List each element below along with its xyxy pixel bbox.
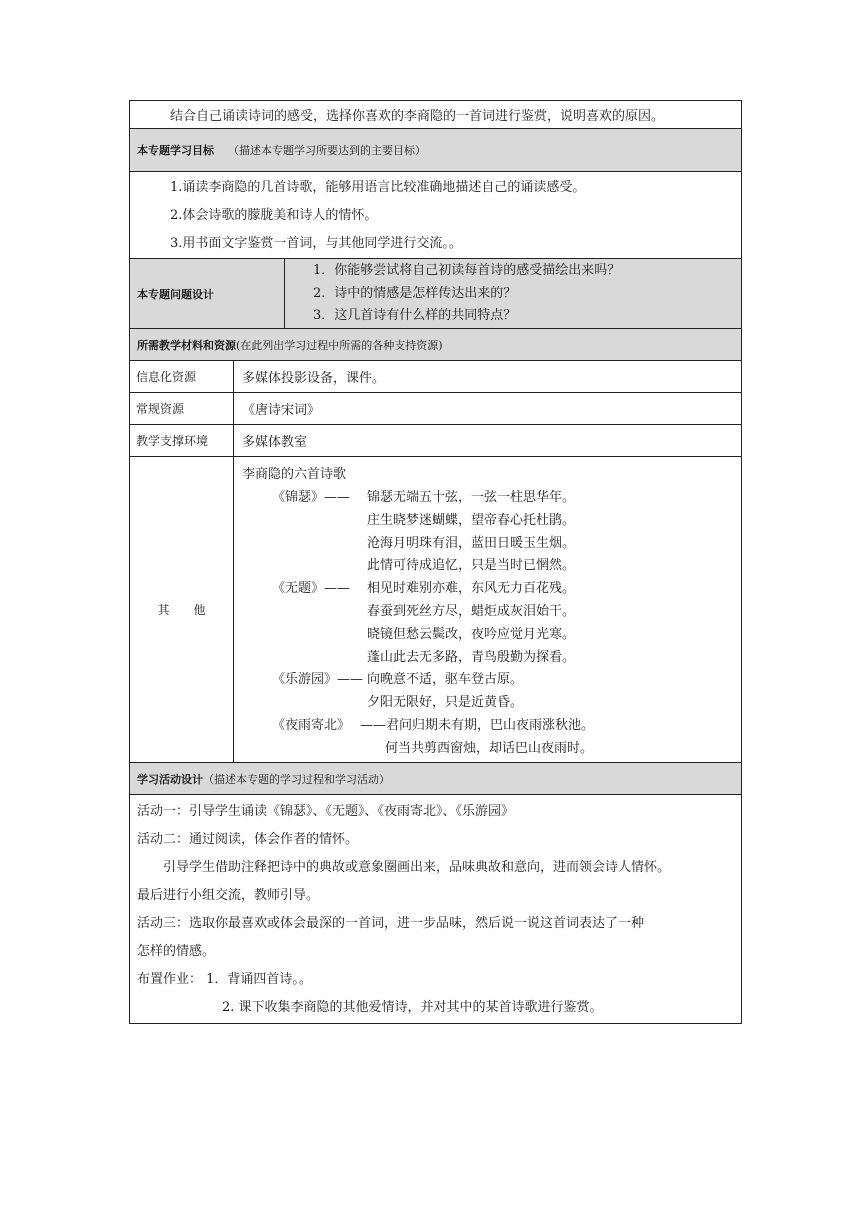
other-row [130, 457, 742, 763]
resource-value: 《唐诗宋词》 [234, 393, 742, 425]
intro-row [130, 101, 742, 129]
poem-line [242, 692, 741, 715]
materials-header-row [130, 329, 742, 361]
resource-row-regular [130, 393, 742, 425]
resource-row-environment [130, 425, 742, 457]
homework-line: 布置作业： 1．背诵四首诗。。 [137, 972, 312, 987]
activity-line: 活动三：选取你最喜欢或体会最深的一首词，进一步品味，然后说一说这首词表达了一种 [137, 916, 645, 931]
questions-label [130, 259, 285, 329]
materials-header [130, 329, 742, 361]
poem-verse: 此情可待成追忆，只是当时已惘然。 [367, 558, 576, 574]
resource-value: 多媒体投影设备，课件。 [234, 361, 742, 393]
questions-list [285, 259, 742, 329]
poem-line [242, 510, 741, 533]
poem-verse: 何当共剪西窗烛，却话巴山夜雨时。 [385, 740, 594, 756]
activities-header-row [130, 763, 742, 795]
poem-title: 《乐游园》—— [272, 672, 364, 688]
resource-label: 常规资源 [130, 393, 234, 425]
activities-row [130, 795, 742, 1024]
activity-line: 最后进行小组交流，教师引导。 [137, 888, 320, 903]
activity-line: 活动一：引导学生诵读《锦瑟》、《无题》、《夜雨寄北》、《乐游园》 [137, 804, 515, 819]
questions-row [130, 259, 742, 329]
poem-line [242, 487, 741, 510]
poem-verse: 向晚意不适，驱车登古原。 [367, 672, 524, 688]
activity-line: 怎样的情感。 [137, 944, 216, 959]
goal-item: 3.用书面文字鉴赏一首词，与其他同学进行交流。。 [170, 236, 462, 251]
goal-item: 1.诵读李商隐的几首诗歌，能够用语言比较准确地描述自己的诵读感受。 [170, 180, 586, 195]
poem-verse: 锦瑟无端五十弦，一弦一柱思华年。 [367, 490, 576, 505]
activities-header [130, 763, 742, 795]
materials-heading: 所需教学材料和资源 [137, 338, 236, 352]
materials-note: (在此列出学习过程中所需的各种支持资源) [236, 338, 443, 352]
poems-heading: 李商隐的六首诗歌 [242, 467, 347, 482]
poem-line [242, 601, 741, 624]
activity-line: 引导学生借助注释把诗中的典故或意象圈画出来，品味典故和意向，进而领会诗人情怀。 [163, 860, 671, 875]
poem-line [242, 533, 741, 556]
lesson-plan-table [129, 100, 742, 1024]
activities-body [130, 795, 742, 1024]
question-item: 3．这几首诗有什么样的共同特点？ [313, 308, 517, 323]
poem-line [242, 624, 741, 647]
goals-heading: 本专题学习目标 [137, 144, 214, 157]
poem-verse: 蓬山此去无多路，青鸟殷勤为探看。 [367, 649, 576, 665]
poem-verse: 晓镜但愁云鬓改，夜吟应觉月光寒。 [367, 626, 576, 642]
poem-verse: 庄生晓梦迷蝴蝶，望帝春心托杜鹃。 [367, 512, 576, 528]
homework-line: 2. 课下收集李商隐的其他爱情诗，并对其中的某首诗歌进行鉴赏。 [222, 1000, 603, 1015]
questions-label-text: 本专题问题设计 [137, 287, 214, 301]
poem-title: 《锦瑟》—— [272, 490, 351, 505]
resource-row-info [130, 361, 742, 393]
activities-heading: 学习活动设计 [137, 772, 203, 786]
other-label: 其 他 [130, 457, 234, 763]
poem-verse: 相见时难别亦难，东风无力百花残。 [367, 581, 576, 597]
poem-title: 《无题》—— [272, 581, 351, 597]
goals-header-row [130, 129, 742, 172]
resource-value: 多媒体教室 [234, 425, 742, 457]
poem-verse: 春蚕到死丝方尽，蜡炬成灰泪始干。 [367, 603, 576, 619]
activity-line: 活动二：通过阅读，体会作者的情怀。 [137, 832, 359, 847]
intro-text: 结合自己诵读诗词的感受，选择你喜欢的李商隐的一首词进行鉴赏，说明喜欢的原因。 [130, 101, 742, 129]
resource-label: 信息化资源 [130, 361, 234, 393]
poem-line [242, 669, 741, 692]
poem-line [242, 555, 741, 578]
goals-list [130, 172, 742, 259]
poem-line [242, 578, 741, 601]
goals-note: （描述本专题学习所要达到的主要目标） [228, 144, 426, 157]
goal-item: 2.体会诗歌的朦胧美和诗人的情怀。 [170, 208, 378, 223]
activities-note: （描述本专题的学习过程和学习活动） [203, 772, 390, 786]
question-item: 2．诗中的情感是怎样传达出来的？ [313, 285, 517, 301]
poem-verse: ——君问归期未有期，巴山夜雨涨秋池。 [360, 717, 595, 733]
goals-row [130, 172, 742, 259]
goals-header [130, 129, 742, 172]
resource-label: 教学支撑环境 [130, 425, 234, 457]
poem-line [242, 647, 741, 670]
poem-line [242, 738, 741, 761]
poem-line [242, 715, 741, 738]
lesson-plan-document [129, 100, 741, 1024]
poem-verse: 夕阳无限好，只是近黄昏。 [367, 695, 524, 711]
poem-verse: 沧海月明珠有泪，蓝田日暖玉生烟。 [367, 535, 576, 551]
poem-title: 《夜雨寄北》 [272, 717, 351, 733]
question-item: 1．你能够尝试将自己初读每首诗的感受描绘出来吗？ [313, 263, 621, 278]
poems-cell [234, 457, 742, 763]
